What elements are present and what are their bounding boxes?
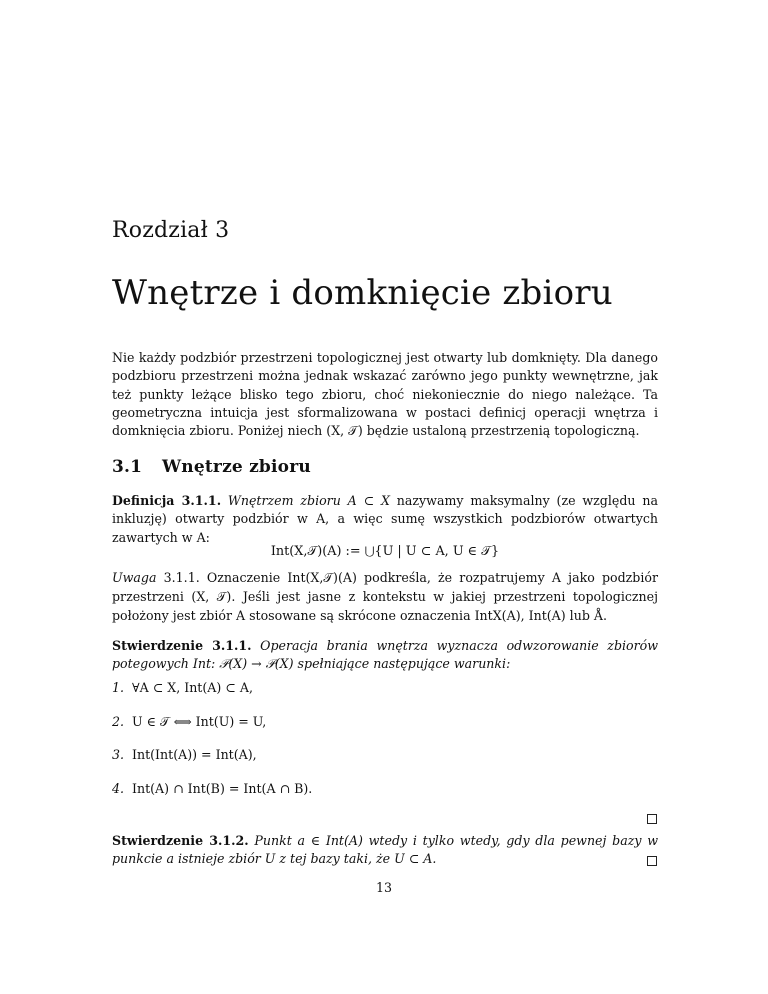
page-number: 13 <box>375 880 393 895</box>
remark-3-1-1 <box>112 568 658 626</box>
chapter-title: Wnętrze i domknięcie zbioru <box>112 273 613 313</box>
item-number: 1. <box>112 680 125 695</box>
list-item <box>112 780 658 814</box>
proposition2-body: Punkt a ∈ Int(A) wtedy i tylko wtedy, gdy dla pewnej bazy w punkcie a istnieje zbiór U z tej bazy taki, że U ⊂ A. <box>112 833 658 867</box>
intro-paragraph: Nie każdy podzbiór przestrzeni topologicznej jest otwarty lub domknięty. Dla danego podzbioru przestrzeni można jednak wskazać zarówno jego punkty wewnętrzne, jak też punkty leżące blisko tego zbioru, choć niekoniecznie do niego należące. Ta geometryczna intuicja jest sformalizowana w postaci definicj operacji wnętrza i domknięcia zbioru. Poniżej niech (X, 𝒯) będzie ustaloną przestrzenią topologiczną. <box>112 350 658 439</box>
section-title: Wnętrze zbioru <box>162 457 311 477</box>
item-number: 3. <box>112 747 125 762</box>
item-number: 4. <box>112 780 125 796</box>
section-number: 3.1 <box>112 457 143 477</box>
proposition1-head: Stwierdzenie 3.1.1. <box>112 638 252 653</box>
qed-square-icon <box>647 814 657 824</box>
definition-body: nazywamy maksymalny (ze względu na inkluzję) otwarty podzbiór w A, a więc sumę wszystkich podzbiorów otwartych zawartych w A: <box>112 493 658 545</box>
proposition1-conditions <box>112 679 658 813</box>
remark-body: Oznaczenie Int(X,𝒯)(A) podkreśla, że rozpatrujemy A jako podzbiór przestrzeni (X, 𝒯). Jeśli jest jasne z kontekstu w jakiej przestrzeni topologicznej położony jest zbiór A stosowane są skrócone oznaczenia IntX(A), Int(A) lub Å. <box>112 570 658 624</box>
proposition-3-1-1 <box>112 637 658 674</box>
list-item <box>112 713 658 747</box>
list-item <box>112 746 658 780</box>
interior-formula: Int(X,𝒯)(A) := ⋃{U | U ⊂ A, U ∈ 𝒯} <box>270 544 500 559</box>
remark-head: Uwaga <box>112 570 157 585</box>
item-text: Int(Int(A)) = Int(A), <box>132 747 257 762</box>
qed-square-icon <box>647 856 657 866</box>
definition-3-1-1 <box>112 492 658 547</box>
proposition-3-1-2 <box>112 832 658 869</box>
item-text: Int(A) ∩ Int(B) = Int(A ∩ B). <box>132 780 313 796</box>
proposition1-body: Operacja brania wnętrza wyznacza odwzorowanie zbiorów potegowych Int: 𝒫(X) → 𝒫(X) spełniające następujące warunki: <box>112 638 658 672</box>
item-text: ∀A ⊂ X, Int(A) ⊂ A, <box>132 680 253 695</box>
item-number: 2. <box>112 713 125 729</box>
item-text: U ∈ 𝒯 ⟺ Int(U) = U, <box>132 713 267 729</box>
chapter-label: Rozdział 3 <box>112 218 230 243</box>
definition-head: Definicja 3.1.1. <box>112 493 222 508</box>
remark-number: 3.1.1. <box>156 570 200 585</box>
definition-term: Wnętrzem zbioru A ⊂ X <box>227 493 390 508</box>
proposition2-head: Stwierdzenie 3.1.2. <box>112 833 249 848</box>
section-heading <box>112 457 311 477</box>
list-item <box>112 679 658 713</box>
